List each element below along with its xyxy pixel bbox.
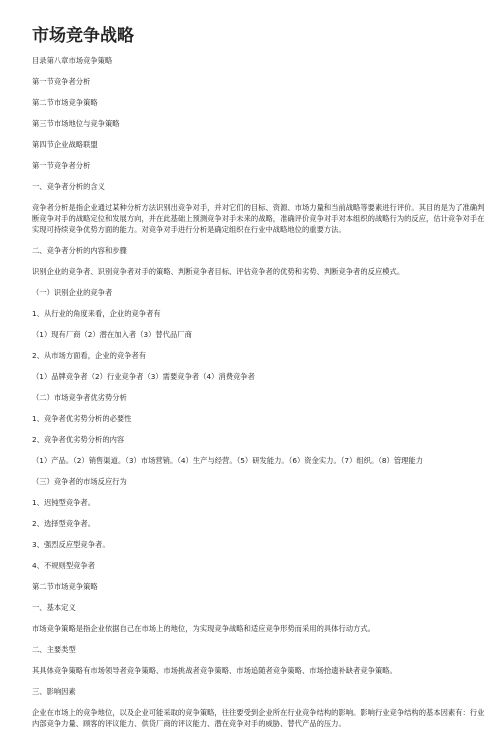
list-item: 1、从行业的角度来看，企业的竞争者有 xyxy=(32,309,161,318)
list-item: 3、强烈反应型竞争者。 xyxy=(32,540,110,549)
toc-heading: 目录第八章市场竞争策略 xyxy=(32,56,113,65)
subsection-heading: 一、竞争者分析的含义 xyxy=(32,182,105,191)
page-title: 市场竞争战略 xyxy=(32,26,134,46)
toc-item-2: 第二节市场竞争策略 xyxy=(32,98,98,107)
list-item: （1）品牌竞争者（2）行业竞争者（3）需要竞争者（4）消费竞争者 xyxy=(32,372,255,381)
list-item: 1、迟钝型竞争者。 xyxy=(32,498,96,507)
subsection-heading: 三、影响因素 xyxy=(32,687,76,696)
body-line: 市场竞争策略是指企业依据自己在市场上的地位，为实现竞争战略和适应竞争形势而采用的具体行动方式。 xyxy=(32,624,375,633)
toc-item-1: 第一节竞争者分析 xyxy=(32,77,91,86)
list-item: 4、不规则型竞争者 xyxy=(32,561,96,570)
body-line: 识别企业的竞争者、识别竞争者对手的策略、判断竞争者目标、评估竞争者的优势和劣势、判断竞争者的反应模式。 xyxy=(32,267,405,276)
document-body xyxy=(32,55,490,729)
list-heading: （三）竞争者的市场反应行为 xyxy=(32,477,127,486)
list-item: 2、从市场方面看，企业的竞争者有 xyxy=(32,351,147,360)
list-item: 1、竞争者优劣势分析的必要性 xyxy=(32,414,132,423)
section-heading: 第一节竞争者分析 xyxy=(32,161,91,170)
subsection-heading: 一、基本定义 xyxy=(32,603,76,612)
section-heading: 第二节市场竞争策略 xyxy=(32,582,98,591)
paragraph-factors: 企业在市场上的竞争地位，以及企业可能采取的竞争策略，往往要受到企业所在行业竞争结构的影响。影响行业竞争结构的基本因素有：行业内部竞争力量、顾客的评议能力、供货厂商的评议能力、潜在竞争对手的威胁、替代产品的压力。 xyxy=(32,708,485,728)
list-item: 2、选择型竞争者。 xyxy=(32,519,96,528)
toc-item-4: 第四节企业战略联盟 xyxy=(32,140,98,149)
subsection-heading: 二、主要类型 xyxy=(32,645,76,654)
toc-item-3: 第三节市场地位与竞争策略 xyxy=(32,119,120,128)
list-item: （1）现有厂商（2）潜在加入者（3）替代品厂商 xyxy=(32,330,192,339)
paragraph-contents: （1）产品。（2）销售渠道。（3）市场营销。（4）生产与经营。（5）研发能力。（6）资金实力。（7）组织。（8）管理能力 xyxy=(32,456,424,465)
paragraph-definition: 竞争者分析是指企业通过某种分析方法识别出竞争对手，并对它们的目标、资源、市场力量和当前战略等要素进行评价。其目的是为了准确判断竞争对手的战略定位和发展方向，并在此基础上预测竞争对手未来的战略，准确评价竞争对手对本组织的战略行为的反应，估计竞争对手在实现可持续竞争优势方面的能力。对竞争对手进行分析是确定组织在行业中战略地位的重要方法。 xyxy=(32,203,485,234)
body-line: 其具体竞争策略有市场领导者竞争策略、市场挑战者竞争策略、市场追随者竞争策略、市场拾遗补缺者竞争策略。 xyxy=(32,666,397,675)
list-heading: （二）市场竞争者优劣势分析 xyxy=(32,393,127,402)
subsection-heading: 二、竞争者分析的内容和步骤 xyxy=(32,246,127,255)
list-heading: （一）识别企业的竞争者 xyxy=(32,288,113,297)
list-item: 2、竞争者优劣势分析的内容 xyxy=(32,435,125,444)
